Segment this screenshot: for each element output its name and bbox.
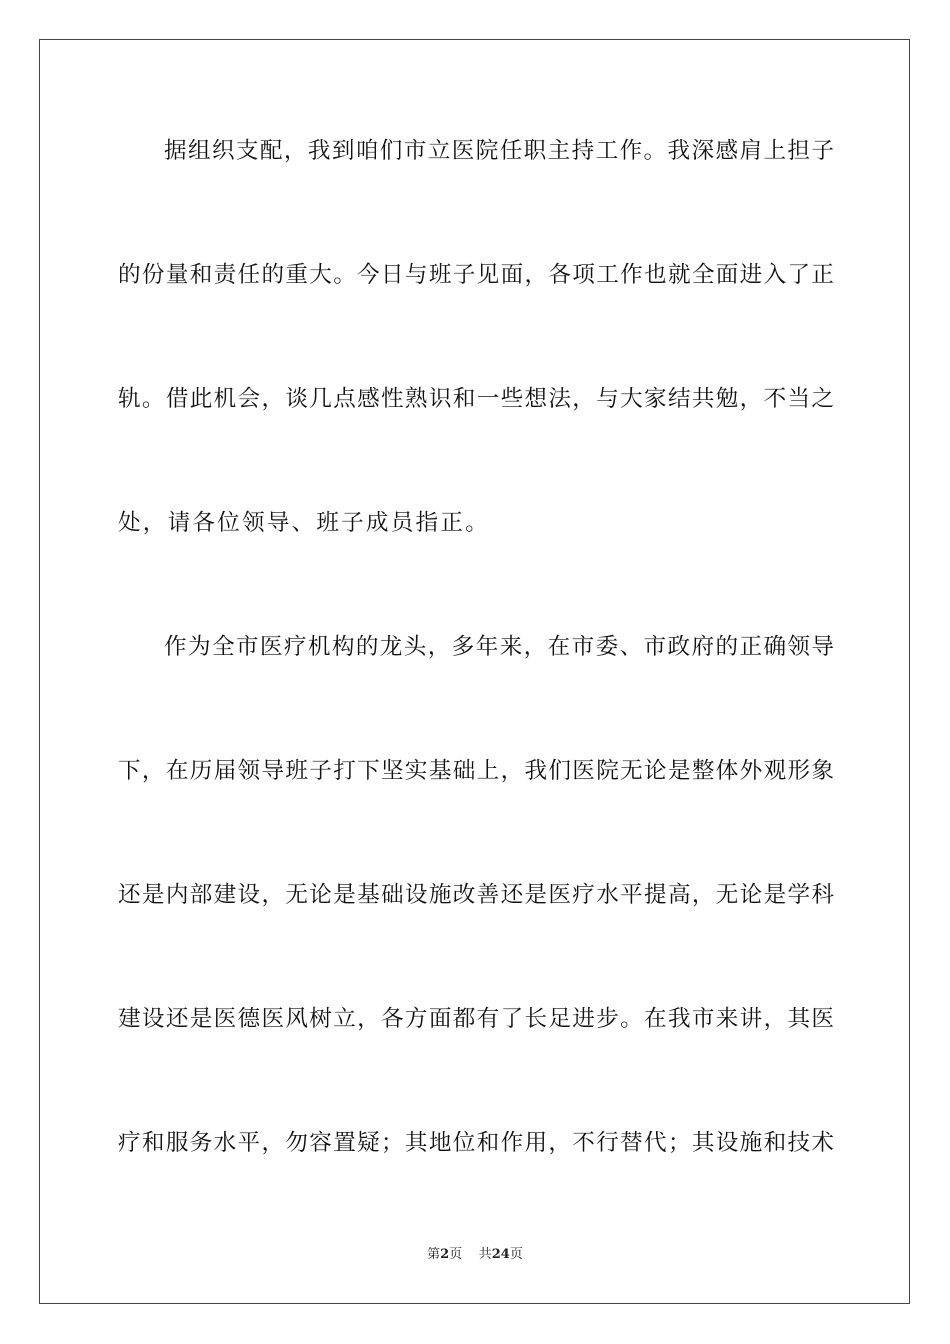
paragraph-1-line-2: 的份量和责任的重大。今日与班子见面，各项工作也就全面进入了正 bbox=[118, 262, 834, 288]
paragraph-2-line-1: 作为全市医疗机构的龙头，多年来，在市委、市政府的正确领导 bbox=[164, 634, 834, 660]
paragraph-2-line-4: 建设还是医德医风树立，各方面都有了长足进步。在我市来讲，其医 bbox=[118, 1006, 834, 1032]
page-footer bbox=[0, 1246, 950, 1264]
paragraph-2-line-5: 疗和服务水平，勿容置疑；其地位和作用，不行替代；其设施和技术 bbox=[118, 1130, 834, 1156]
paragraph-1-line-4: 处，请各位领导、班子成员指正。 bbox=[118, 510, 490, 536]
total-pages: 24 bbox=[491, 1247, 510, 1262]
paragraph-1-line-1: 据组织支配，我到咱们市立医院任职主持工作。我深感肩上担子 bbox=[164, 138, 834, 164]
total-label-prefix: 共 bbox=[478, 1247, 492, 1262]
paragraph-2-line-2: 下，在历届领导班子打下坚实基础上，我们医院无论是整体外观形象 bbox=[118, 758, 834, 784]
page-label-suffix: 页 bbox=[449, 1247, 463, 1262]
total-label-suffix: 页 bbox=[509, 1247, 523, 1262]
paragraph-1-line-3: 轨。借此机会，谈几点感性熟识和一些想法，与大家结共勉，不当之 bbox=[118, 386, 834, 412]
page-border bbox=[39, 39, 910, 1304]
paragraph-2-line-3: 还是内部建设，无论是基础设施改善还是医疗水平提高，无论是学科 bbox=[118, 882, 834, 908]
page-number: 2 bbox=[440, 1247, 450, 1262]
page-label-prefix: 第 bbox=[427, 1247, 441, 1262]
